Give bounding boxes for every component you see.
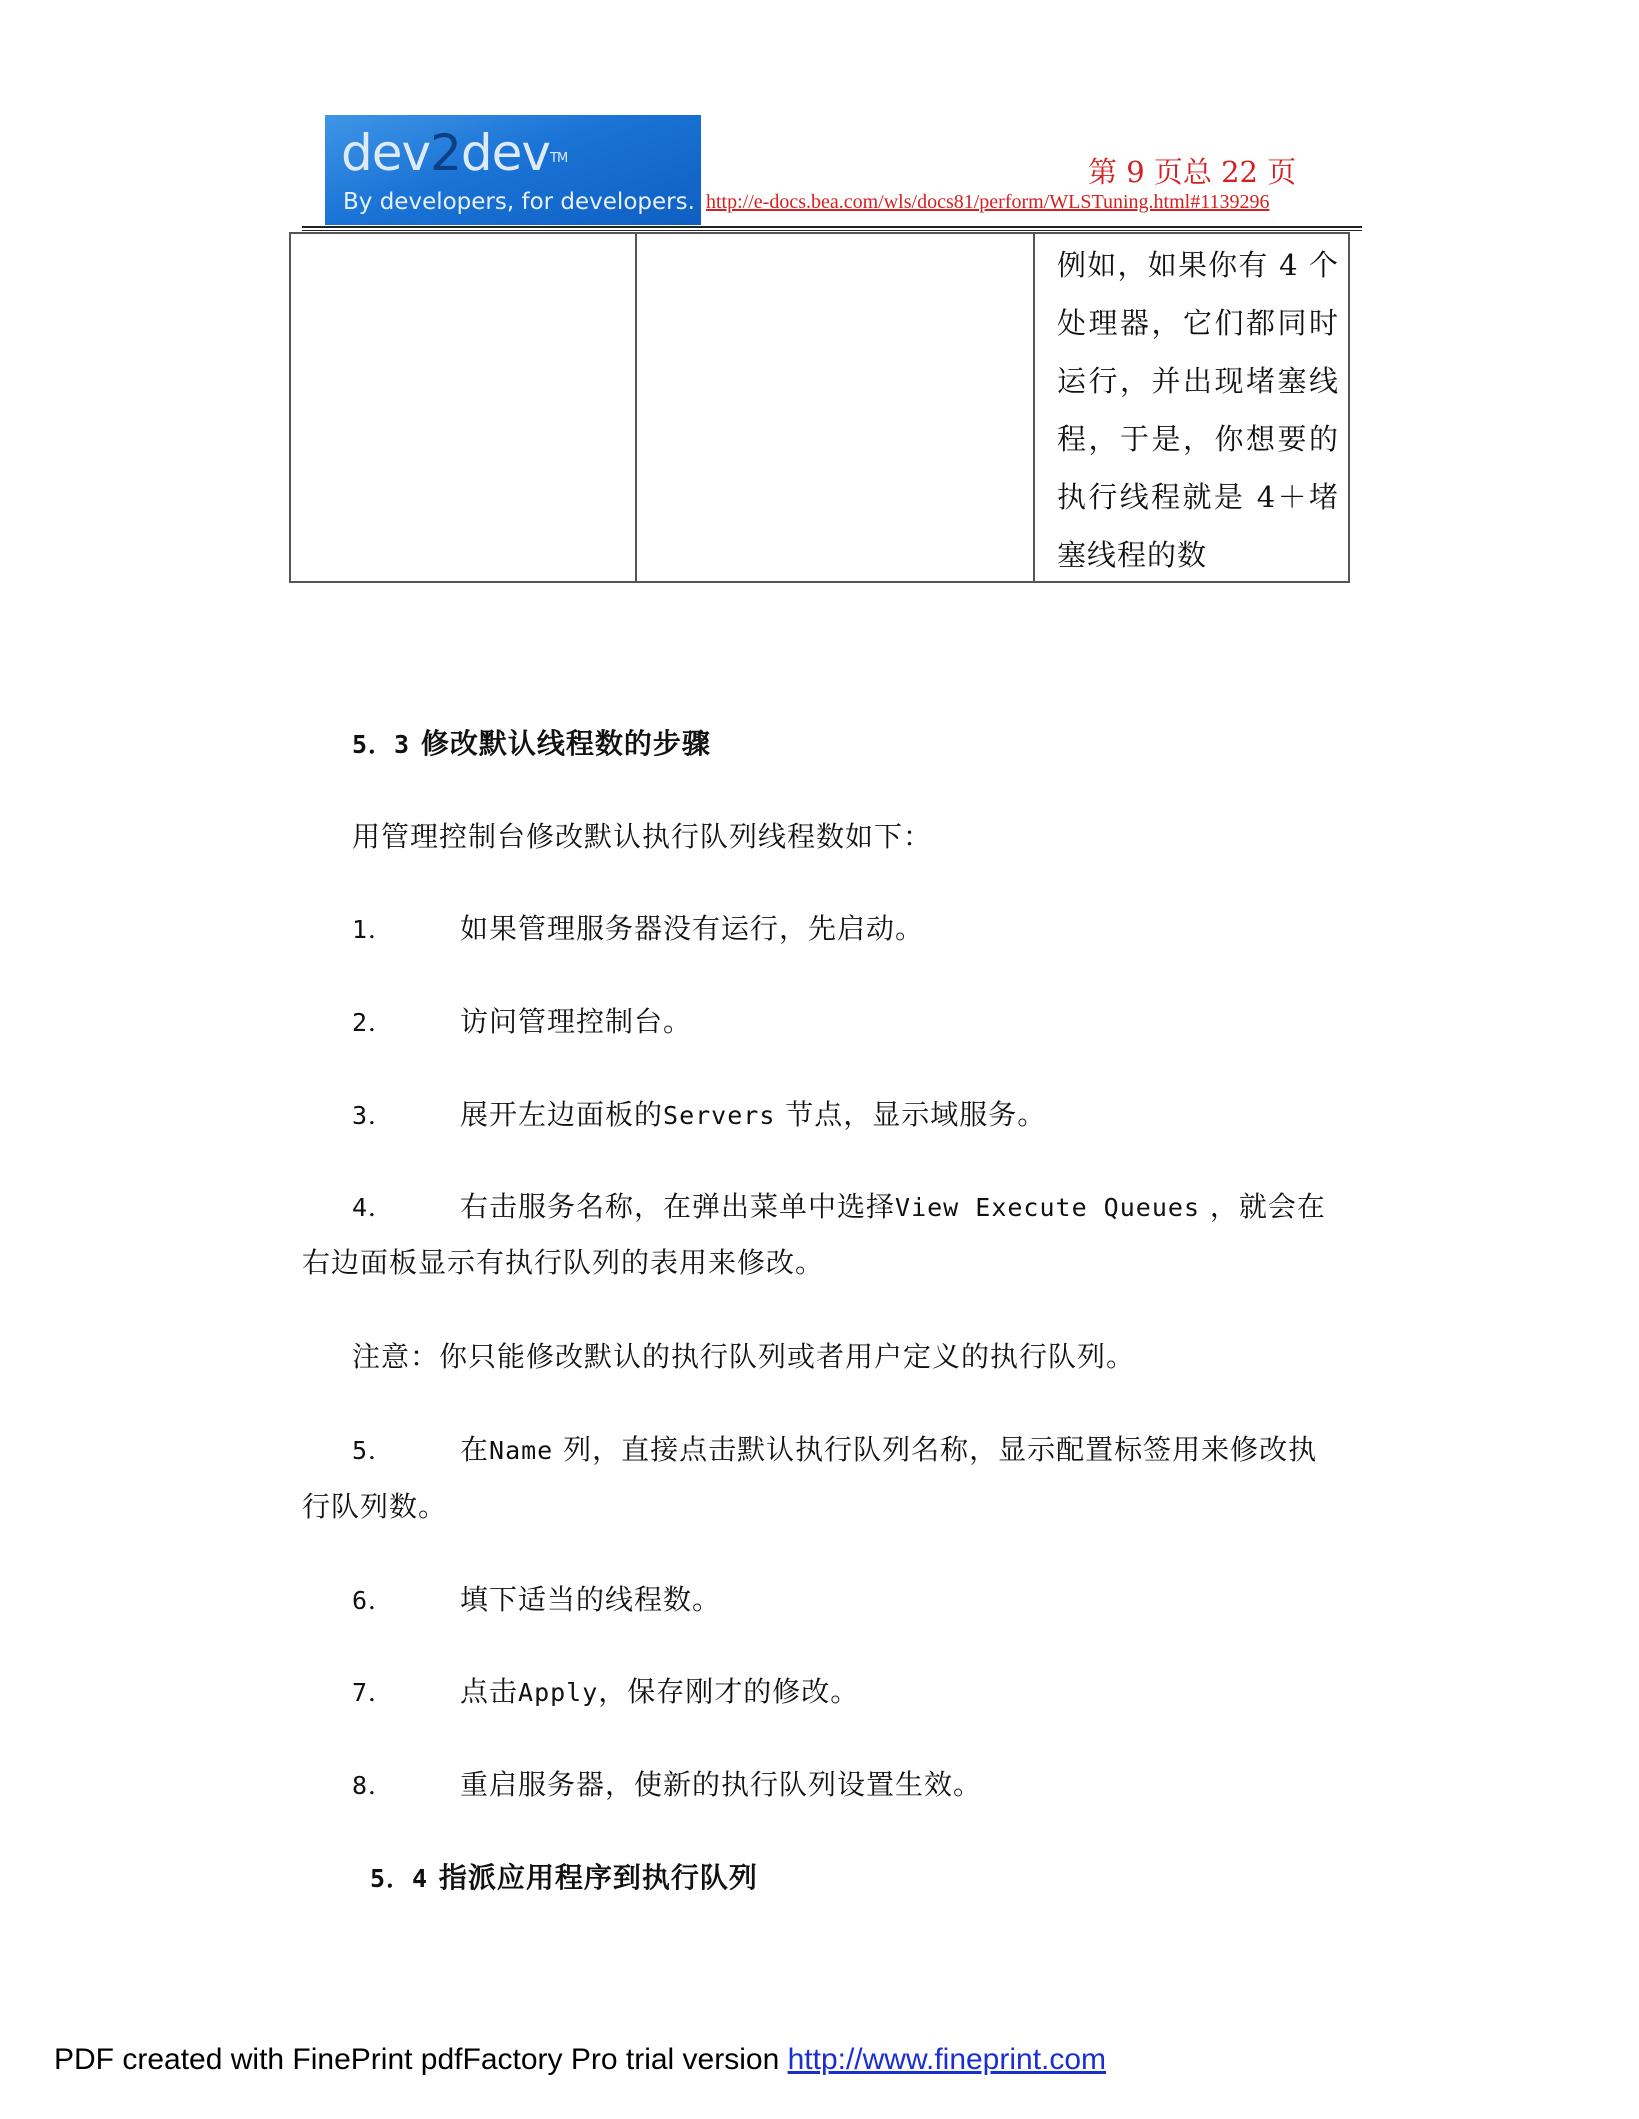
dev2dev-logo <box>325 115 701 225</box>
step-item <box>352 1185 1326 1225</box>
step-code-term: Name <box>489 1436 554 1465</box>
note-paragraph: 注意：你只能修改默认的执行队列或者用户定义的执行队列。 <box>352 1340 1136 1373</box>
step-text: 在 <box>460 1433 490 1466</box>
pdf-footer <box>54 2043 1106 2077</box>
step-number: 2． <box>352 1008 395 1037</box>
footer-text: PDF created with FinePrint pdfFactory Pro trial version <box>54 2043 788 2076</box>
step-text: 如果管理服务器没有运行，先启动。 <box>460 912 925 945</box>
step-number: 8． <box>352 1771 395 1800</box>
logo-brand: dev2dev™ <box>341 124 568 182</box>
section-heading-5-3 <box>352 722 711 762</box>
step-item <box>352 1093 1046 1133</box>
section-number: 5．3 <box>352 730 411 759</box>
step-text: 填下适当的线程数。 <box>460 1583 722 1616</box>
step-item <box>352 1670 859 1710</box>
step-number: 6． <box>352 1586 395 1615</box>
step-text: 展开左边面板的 <box>460 1098 664 1131</box>
step-text: 点击 <box>460 1675 519 1708</box>
step-text: 列，直接点击默认执行队列名称，显示配置标签用来修改执 <box>553 1433 1318 1466</box>
step-number: 5． <box>352 1436 395 1465</box>
header-url-link[interactable]: http://e-docs.bea.com/wls/docs81/perform/WLSTuning.html#1139296 <box>706 191 1270 213</box>
step-number: 7． <box>352 1678 395 1707</box>
table-column-divider <box>635 232 637 583</box>
step-item <box>352 1428 1317 1468</box>
step-continuation: 行队列数。 <box>302 1490 448 1523</box>
table-column-divider <box>1033 232 1035 583</box>
section-title: 修改默认线程数的步骤 <box>420 727 711 760</box>
section-title: 指派应用程序到执行队列 <box>438 1861 758 1894</box>
step-code-term: Servers <box>663 1101 776 1130</box>
step-text: 右击服务名称，在弹出菜单中选择 <box>460 1190 896 1223</box>
footer-link[interactable]: http://www.fineprint.com <box>787 2043 1107 2076</box>
logo-tagline: By developers, for developers. <box>343 189 695 215</box>
table-cell-text: 例如，如果你有 4 个处理器，它们都同时运行，并出现堵塞线程，于是，你想要的执行线程就是 4＋堵塞线程的数 <box>1057 248 1339 572</box>
page-counter: 第 9 页总 22 页 <box>1088 155 1297 189</box>
step-number: 4． <box>352 1193 395 1222</box>
step-text: 节点，显示域服务。 <box>775 1098 1047 1131</box>
step-text: 重启服务器，使新的执行队列设置生效。 <box>460 1768 983 1801</box>
step-item <box>352 1763 982 1803</box>
header-rule <box>302 226 1362 228</box>
step-item <box>352 1000 692 1040</box>
step-number: 1． <box>352 915 395 944</box>
section-number: 5．4 <box>370 1864 429 1893</box>
header-rule-thin <box>302 230 1362 231</box>
step-item <box>352 1578 721 1618</box>
step-text: ，就会在 <box>1200 1190 1326 1223</box>
step-number: 3． <box>352 1101 395 1130</box>
step-code-term: Apply <box>518 1678 599 1707</box>
step-code-term: View Execute Queues <box>895 1193 1200 1222</box>
section-heading-5-4 <box>370 1856 758 1896</box>
step-text: 访问管理控制台。 <box>460 1005 693 1038</box>
intro-paragraph: 用管理控制台修改默认执行队列线程数如下： <box>352 820 933 853</box>
step-item <box>352 907 924 947</box>
step-continuation: 右边面板显示有执行队列的表用来修改。 <box>302 1246 825 1279</box>
step-text: ，保存刚才的修改。 <box>598 1675 860 1708</box>
